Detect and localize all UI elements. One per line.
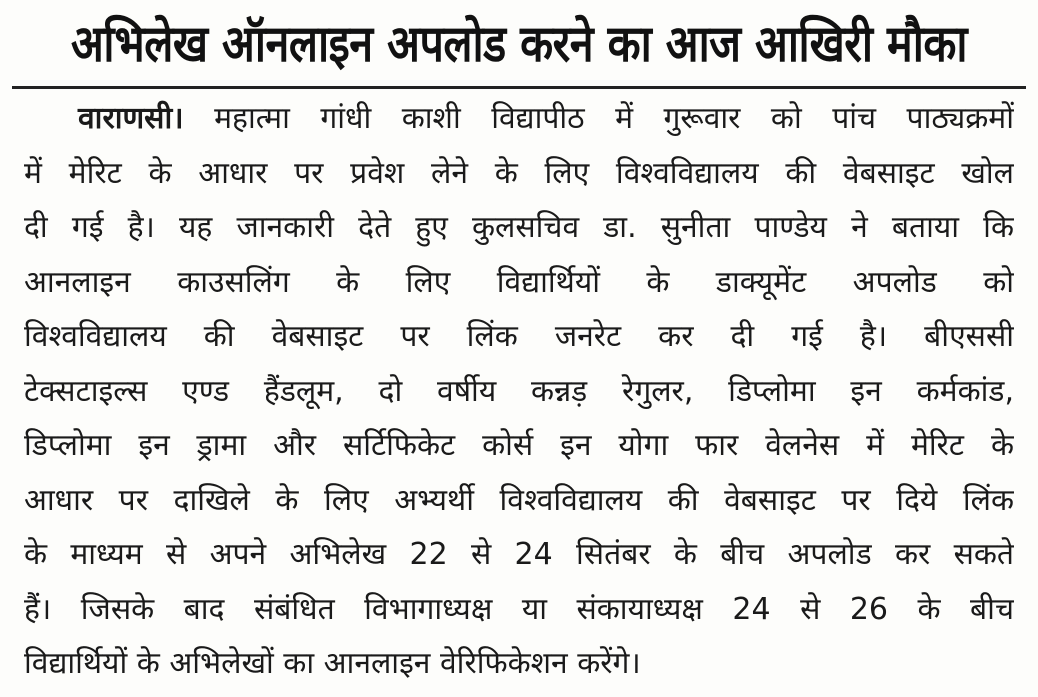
article-body (24, 92, 1014, 692)
article-line-4: आनलाइन काउसलिंग के लिए विद्यार्थियों के डाक्यूमेंट अपलोड को (24, 264, 1014, 300)
article-line-1-text: महात्मा गांधी काशी विद्यापीठ में गुरूवार को पांच पाठ्यक्रमों (183, 101, 1014, 136)
article-line-3: दी गई है। यह जानकारी देते हुए कुलसचिव डा. सुनीता पाण्डेय ने बताया कि (24, 210, 1014, 245)
article-line-9: के माध्यम से अपने अभिलेख 22 से 24 सितंबर के बीच अपलोड कर सकते (24, 537, 1014, 572)
article-line-7: डिप्लोमा इन ड्रामा और सर्टिफिकेट कोर्स इन योगा फार वेलनेस में मेरिट के (24, 428, 1014, 463)
article-line-5: विश्वविद्यालय की वेबसाइट पर लिंक जनरेट कर दी गई है। बीएससी (24, 319, 1014, 354)
article-line-6: टेक्सटाइल्स एण्ड हैंडलूम, दो वर्षीय कन्नड़ रेगुलर, डिप्लोमा इन कर्मकांड, (24, 373, 1014, 409)
article-line-2: में मेरिट के आधार पर प्रवेश लेने के लिए विश्वविद्यालय की वेबसाइट खोल (24, 155, 1014, 191)
headline: अभिलेख ऑनलाइन अपलोड करने का आज आखिरी मौका (70, 14, 967, 74)
article-line-8: आधार पर दाखिले के लिए अभ्यर्थी विश्वविद्यालय की वेबसाइट पर दिये लिंक (24, 482, 1014, 518)
article-line-1 (24, 92, 1014, 147)
headline-rule (12, 86, 1026, 89)
article-line-10: हैं। जिसके बाद संबंधित विभागाध्यक्ष या संकायाध्यक्ष 24 से 26 के बीच (24, 591, 1014, 627)
article-line-11: विद्यार्थियों के अभिलेखों का आनलाइन वेरिफिकेशन करेंगे। (24, 646, 641, 681)
dateline: वाराणसी। (78, 101, 184, 136)
